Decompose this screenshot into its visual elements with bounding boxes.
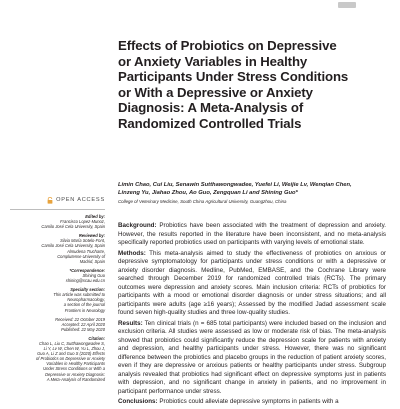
specialty-line: This article was submitted to [53, 292, 105, 298]
reviewer-line: Almudena Trucharte, [67, 248, 105, 254]
specialty-line: a section of the journal [63, 302, 105, 308]
title-line: Diagnosis: A Meta-Analysis of [118, 100, 304, 116]
specialty-line: Frontiers in Neurology [64, 307, 105, 313]
reviewed-by-heading: Reviewed by: [78, 233, 105, 239]
open-access-badge[interactable] [10, 197, 105, 204]
results-text: Ten clinical trials (n = 685 total participants) were included based on the inclusion and exclusion criteria. All studies were assessed as low or moderate risk of bias. The meta-analysis showed that probiotics could significantly reduce the depression scale for patients with anxiety and depression, and healthy participants under stress. However, there was no significant difference between the probiotics and placebo groups in the reduction of patient anxiety scores, even if they are depressive or anxious patients or healthy participants under stress. Subgroup analysis revealed that probiotics had significant effect on depressive symptoms just in patients with depression, and no significant change in anxiety in patients, and no improvement in participant performance under stress. [118, 319, 386, 395]
abstract-results [118, 320, 386, 397]
methods-text: This meta-analysis aimed to study the effectiveness of probiotics on anxious or depressive symptomatology for participants under stress conditions or with a depressive or anxiety disorder diagnosis. Medline, PubMed, EMBASE, and the Cochrane Library were searched through December 2019 for randomized controlled trials (RCTs). The primary outcomes were depression and anxiety scores. Main inclusion criteria: RCTs of probiotics for participants with a mood or emotional disorder diagnosis or under stress situations; and all participants were adults (age ≥16 years); Assessed by the modified Jadad assessment scale found seven high-quality studies and three low-quality studies. [118, 249, 386, 316]
author-list [118, 182, 383, 197]
edited-by-block [10, 214, 105, 229]
author-line: Limin Chao, Cui Liu, Senawin Sutthawongwadee, Yuefei Li, Weijie Lv, Wenqian Chen, [118, 182, 352, 188]
sidebar-divider [10, 209, 105, 210]
results-heading: Results: [118, 319, 143, 327]
citation-line: Variables in Healthy Participants [46, 361, 105, 367]
correspondent-email-link[interactable]: shining@scau.edu.cn [65, 278, 105, 284]
edited-by-heading: Edited by: [85, 214, 105, 219]
methods-heading: Methods: [118, 249, 146, 257]
editor-name: Francisco Lopez-Munoz, [60, 219, 105, 225]
citation-line: of Probiotics on Depressive or Anxiety [35, 356, 105, 362]
citation-line: Guo A, Li Z and Guo S (2020) Effects [37, 351, 105, 357]
citation-block [10, 336, 105, 382]
title-line: Effects of Probiotics on Depressive [118, 38, 337, 53]
reviewed-by-block [10, 233, 105, 264]
reviewer-line: Silvia María Sotelo-Font, [60, 238, 105, 244]
specialty-section-block [10, 287, 105, 312]
reviewer-line: Madrid, Spain [79, 258, 105, 264]
reviewer-line: Camilo José Cela University, Spain [41, 243, 105, 249]
specialty-line: Neuropharmacology, [67, 297, 105, 303]
dates-block [10, 317, 105, 332]
correspondence-heading: *Correspondence: [69, 267, 105, 273]
conclusions-heading: Conclusions: [118, 398, 158, 405]
citation-line: Li Y, Lv W, Chen W, Yu L, Zhou J, [43, 346, 105, 352]
title-line: or With a Depressive or Anxiety [118, 84, 313, 100]
published-date: Published: 22 May 2020 [61, 326, 105, 332]
received-date: Received: 22 October 2019 [55, 316, 105, 322]
abstract-background [118, 222, 386, 248]
citation-heading: Citation: [88, 335, 105, 341]
editor-affiliation: Camilo José Cela University, Spain [41, 224, 105, 230]
citation-line: Depressive or Anxiety Diagnosis: [45, 371, 105, 377]
open-access-label: OPEN ACCESS [56, 196, 105, 203]
accepted-date: Accepted: 22 April 2020 [61, 321, 105, 327]
journal-header-bar [0, 0, 400, 16]
citation-line: Under Stress Conditions or With a [43, 366, 105, 372]
title-line: or Anxiety Variables in Healthy [118, 53, 308, 69]
title-line: Randomized Controlled Trials [118, 115, 302, 131]
citation-line: A Meta-Analysis of Randomized [46, 376, 105, 382]
background-heading: Background: [118, 222, 157, 229]
conclusions-text: Probiotics could alleviate depressive symptoms in patients with a [159, 398, 339, 405]
correspondent-name: Shining Guo [82, 272, 105, 278]
citation-line: Chao L, Liu C, Sutthawongwadee S, [39, 340, 105, 346]
journal-logo-tab [338, 2, 356, 8]
open-lock-icon [47, 197, 53, 204]
article-info-sidebar [10, 197, 105, 386]
affiliation: College of Veterinary Medicine, South China Agricultural University, Guangzhou, China [118, 199, 287, 204]
background-text: Probiotics have been associated with the treatment of depression and anxiety. However, the results reported in the literature have been inconsistent, and no meta-analysis specifically reported probiotics used on participants with varying levels of emotional state. [118, 222, 386, 246]
reviewer-line: Complutense University of [57, 253, 105, 259]
correspondence-block [10, 268, 105, 283]
specialty-heading: Specialty section: [70, 287, 105, 293]
author-line: Linzeng Yu, Jiahao Zhou, Ao Guo, Zengquan Li and Shining Guo* [118, 189, 298, 196]
title-line: Participants Under Stress Conditions [118, 69, 349, 85]
abstract-methods [118, 250, 386, 318]
article-title [118, 38, 368, 132]
abstract-conclusions [118, 398, 386, 407]
abstract [118, 222, 386, 409]
